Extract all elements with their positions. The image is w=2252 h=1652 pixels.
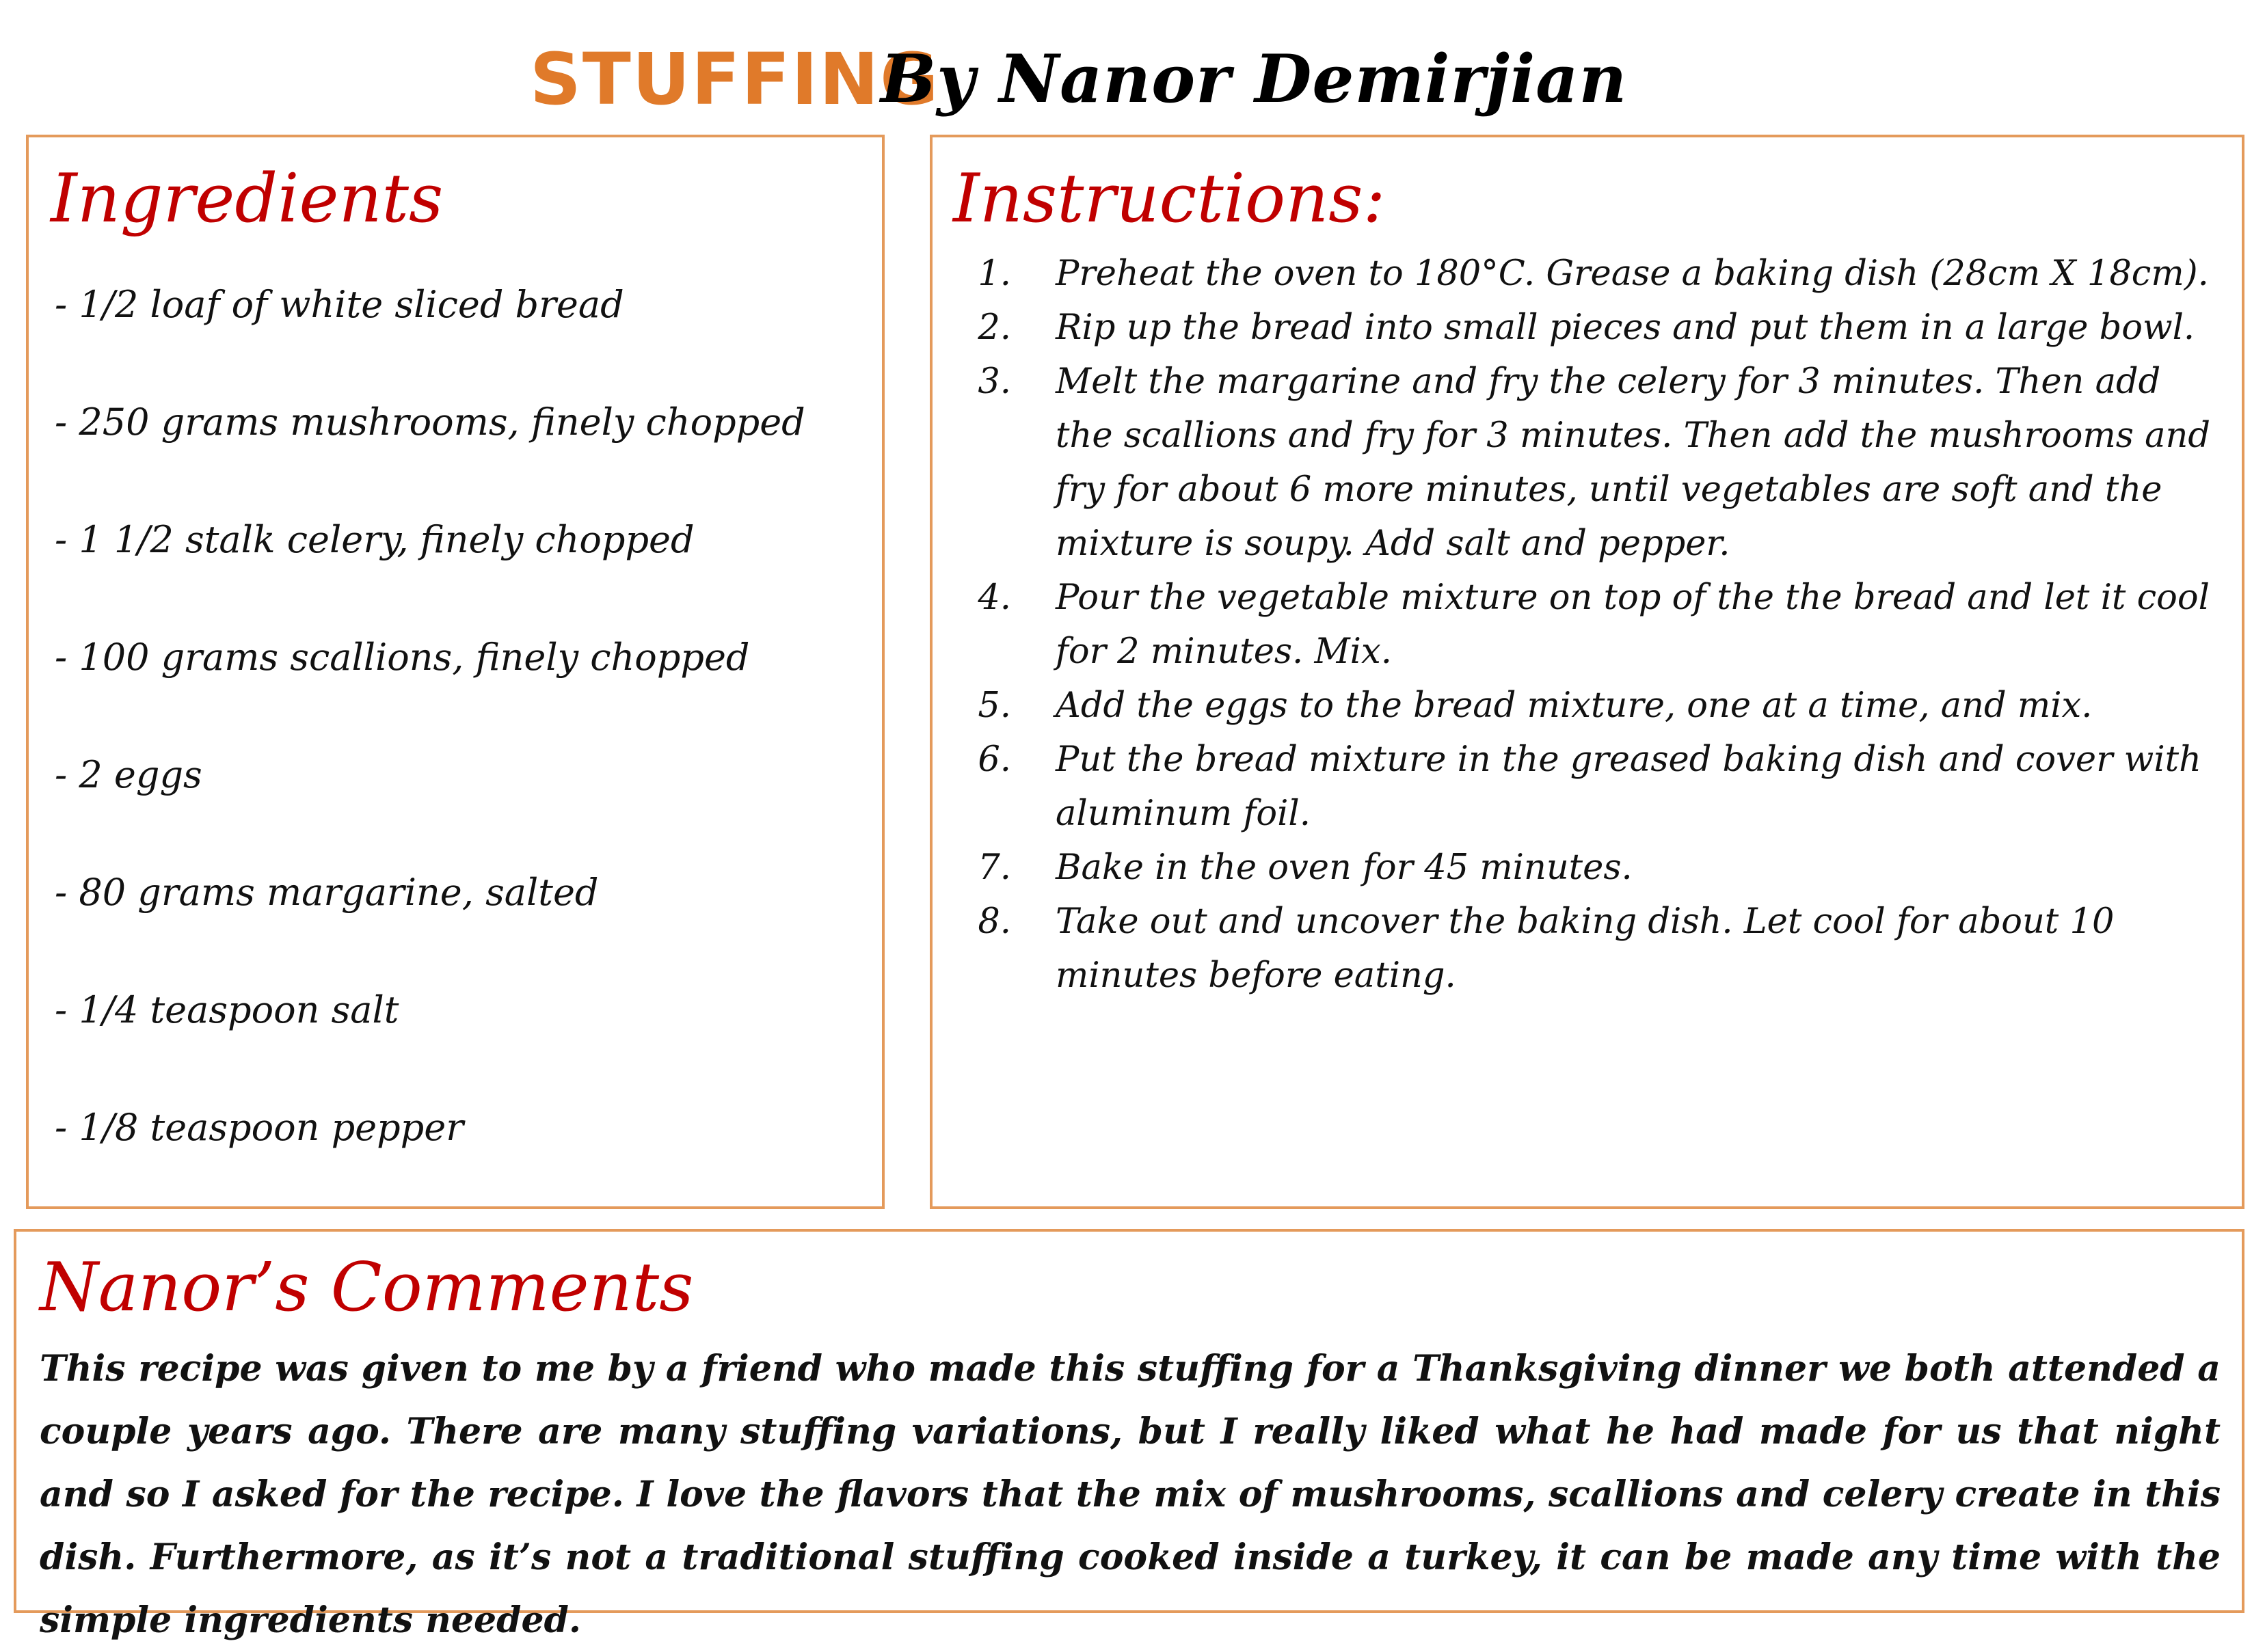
step-text: Melt the margarine and fry the celery for 3 minutes. Then add the scallions and fry for 3 minutes. Then add the mushrooms and fry for about 6 more minutes, until vegetables are soft and the mixture is soupy. Add salt and pepper. — [1056, 362, 2211, 564]
step-number: 4. — [978, 578, 1011, 618]
step-number: 1. — [978, 254, 1011, 294]
step-number: 6. — [978, 740, 1011, 780]
instruction-step — [953, 679, 2218, 733]
ingredient-item: - 1/4 teaspoon salt — [55, 988, 399, 1031]
comments-text: This recipe was given to me by a friend who made this stuffing for a Thanksgiving dinner we both attended a couple years ago. There are many stuffing variations, but I really liked what he had made for us that night and so I asked for the recipe. I love the flavors that the mix of mushrooms, scallions and celery create in this dish. Furthermore, as it’s not a traditional stuffing cooked inside a turkey, it can be made any time with the simple ingredients needed. — [40, 1348, 2221, 1641]
instruction-step — [953, 247, 2218, 301]
comments-heading: Nanor’s Comments — [40, 1249, 694, 1327]
step-number: 3. — [978, 362, 1011, 402]
instruction-step — [953, 301, 2218, 355]
ingredient-item: - 1/8 teaspoon pepper — [55, 1106, 464, 1149]
title-row — [0, 30, 2252, 133]
instruction-step — [953, 895, 2218, 1003]
step-text: Put the bread mixture in the greased baking dish and cover with aluminum foil. — [1056, 740, 2201, 834]
step-text: Take out and uncover the baking dish. Let cool for about 10 minutes before eating. — [1056, 902, 2115, 996]
step-text: Bake in the oven for 45 minutes. — [1056, 848, 1633, 888]
ingredient-item: - 250 grams mushrooms, finely chopped — [55, 401, 805, 444]
recipe-author: By Nanor Demirjian — [881, 40, 1628, 118]
instruction-step — [953, 733, 2218, 841]
comments-panel — [14, 1229, 2244, 1641]
step-text: Rip up the bread into small pieces and put them in a large bowl. — [1056, 308, 2195, 348]
ingredients-panel — [26, 135, 885, 1209]
step-number: 7. — [978, 848, 1011, 888]
step-number: 2. — [978, 308, 1011, 348]
ingredients-list — [55, 284, 805, 1225]
instruction-step — [953, 841, 2218, 895]
ingredient-item: - 1 1/2 stalk celery, finely chopped — [55, 518, 695, 561]
step-text: Add the eggs to the bread mixture, one at a time, and mix. — [1056, 686, 2093, 726]
instructions-heading: Instructions: — [953, 160, 1386, 238]
instruction-step — [953, 355, 2218, 571]
instructions-panel — [930, 135, 2244, 1209]
step-number: 8. — [978, 902, 1011, 942]
instructions-list — [953, 247, 2218, 1003]
ingredient-item: - 100 grams scallions, finely chopped — [55, 636, 750, 679]
instruction-step — [953, 571, 2218, 679]
recipe-title: STUFFING — [530, 38, 940, 121]
step-number: 5. — [978, 686, 1011, 726]
ingredient-item: - 2 eggs — [55, 753, 202, 796]
ingredients-heading: Ingredients — [51, 160, 444, 238]
step-text: Preheat the oven to 180°C. Grease a baking dish (28cm X 18cm). — [1056, 254, 2209, 294]
ingredient-item: - 80 grams margarine, salted — [55, 871, 599, 914]
step-text: Pour the vegetable mixture on top of the the bread and let it cool for 2 minutes. Mix. — [1056, 578, 2210, 672]
ingredient-item: - 1/2 loaf of white sliced bread — [55, 283, 624, 326]
